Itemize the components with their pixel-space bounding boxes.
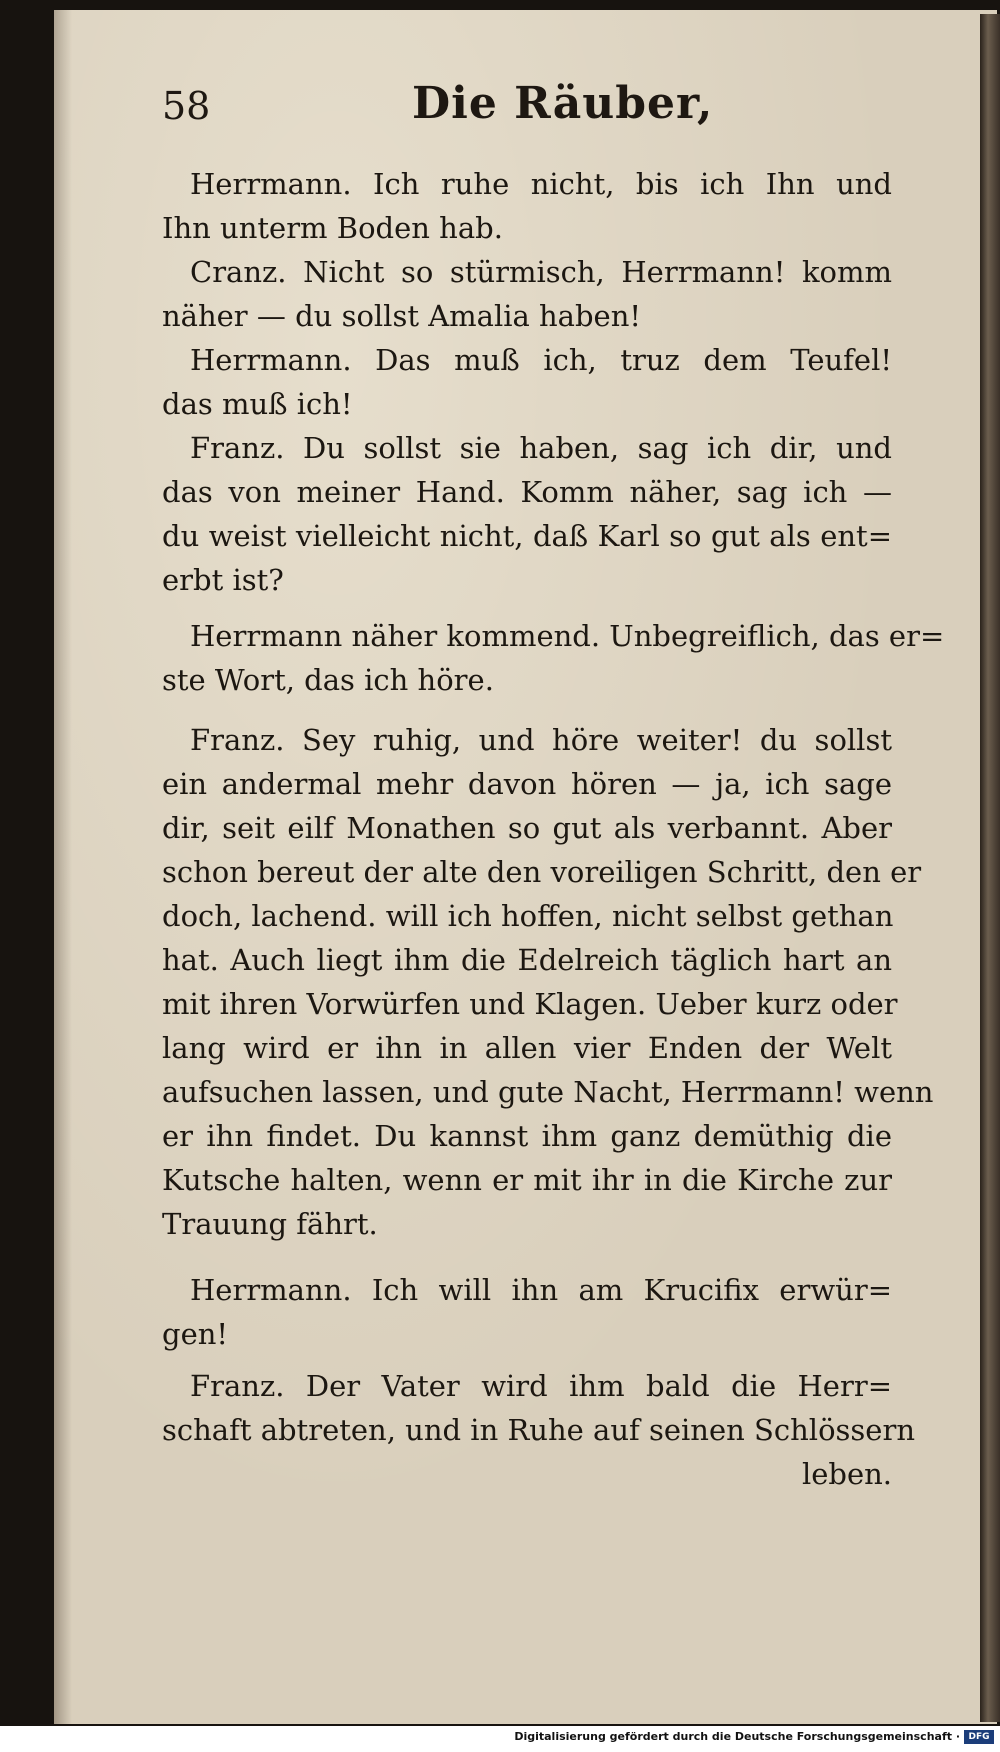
text-line: er ihn findet. Du kannst ihm ganz demüthig die: [162, 1119, 892, 1153]
text-line: doch, lachend. will ich hoffen, nicht selbst gethan: [162, 899, 894, 933]
dfg-logo: DFG: [964, 1730, 994, 1744]
text-line: Franz. Du sollst sie haben, sag ich dir, und: [190, 431, 892, 465]
catchword: leben.: [801, 1457, 892, 1491]
text-line: das von meiner Hand. Komm näher, sag ich —: [162, 475, 892, 509]
text-line: ein andermal mehr davon hören — ja, ich sage: [162, 767, 892, 801]
text-line: Ihn unterm Boden hab.: [162, 211, 503, 245]
text-line: Herrmann näher kommend. Unbegreiflich, das er=: [190, 619, 945, 653]
text-line: Kutsche halten, wenn er mit ihr in die Kirche zur: [162, 1163, 892, 1197]
text-line: gen!: [162, 1317, 229, 1351]
text-line: das muß ich!: [162, 387, 353, 421]
text-line: Herrmann. Das muß ich, truz dem Teufel!: [190, 343, 892, 377]
page-number: 58: [162, 84, 211, 128]
page-header: [162, 78, 902, 148]
running-title: Die Räuber,: [412, 78, 714, 129]
text-line: Franz. Der Vater wird ihm bald die Herr=: [190, 1369, 892, 1403]
text-line: näher — du sollst Amalia haben!: [162, 299, 642, 333]
text-line: lang wird er ihn in allen vier Enden der Welt: [162, 1031, 892, 1065]
text-line: schon bereut der alte den voreiligen Schritt, den er: [162, 855, 922, 889]
text-line: aufsuchen lassen, und gute Nacht, Herrmann! wenn: [162, 1075, 934, 1109]
text-line: mit ihren Vorwürfen und Klagen. Ueber kurz oder: [162, 987, 898, 1021]
text-line: erbt ist?: [162, 563, 284, 597]
text-line: Cranz. Nicht so stürmisch, Herrmann! komm: [190, 255, 892, 289]
text-line: Franz. Sey ruhig, und höre weiter! du sollst: [190, 723, 892, 757]
text-line: Trauung fährt.: [162, 1207, 378, 1241]
text-line: Herrmann. Ich ruhe nicht, bis ich Ihn und: [190, 167, 892, 201]
text-line: Herrmann. Ich will ihn am Krucifix erwür=: [190, 1273, 892, 1307]
text-line: ste Wort, das ich höre.: [162, 663, 494, 697]
text-line: hat. Auch liegt ihm die Edelreich täglich hart an: [162, 943, 892, 977]
text-line: du weist vielleicht nicht, daß Karl so gut als ent=: [162, 519, 892, 553]
text-line: dir, seit eilf Monathen so gut als verbannt. Aber: [162, 811, 892, 845]
digitization-footer: [0, 1726, 1000, 1752]
page-edge: [980, 14, 1000, 1722]
footer-credit: Digitalisierung gefördert durch die Deutsche Forschungsgemeinschaft ·: [514, 1730, 960, 1743]
text-line: schaft abtreten, und in Ruhe auf seinen Schlössern: [162, 1413, 915, 1447]
